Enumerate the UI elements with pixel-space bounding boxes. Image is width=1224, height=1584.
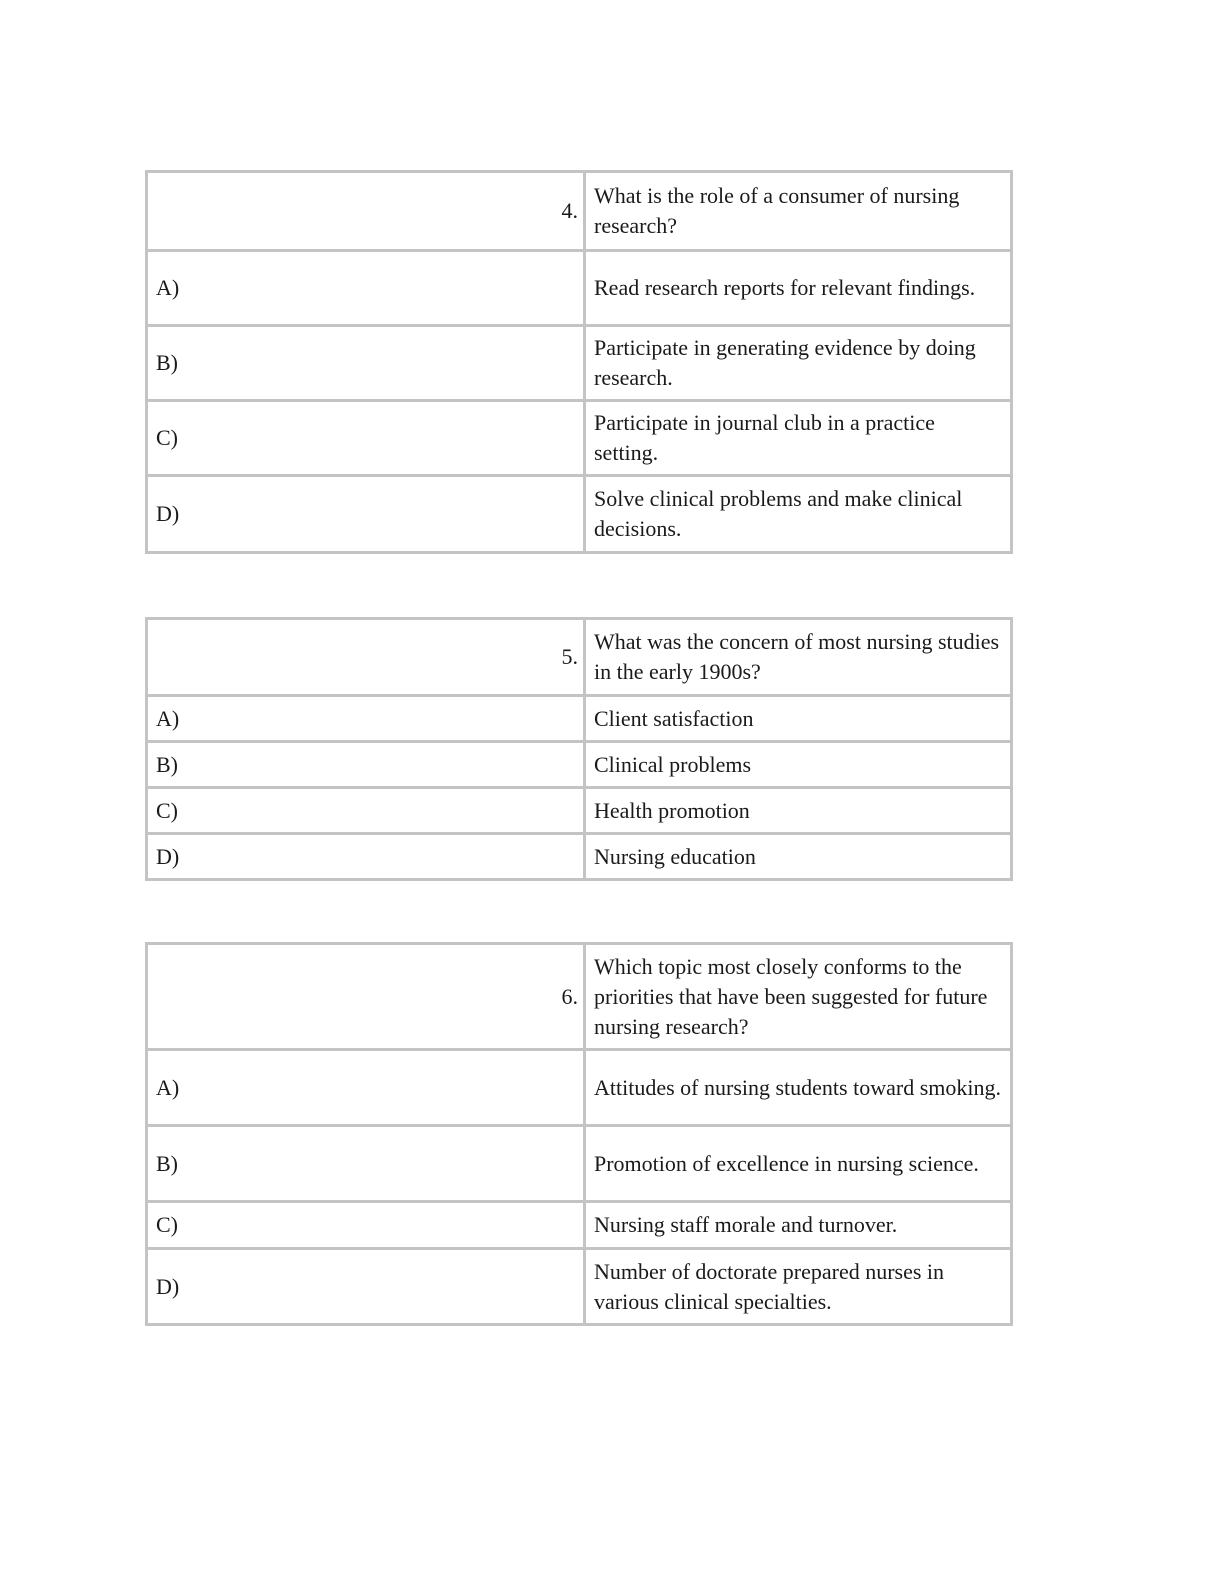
- question-text: What is the role of a consumer of nursing research?: [585, 172, 1012, 251]
- option-letter: D): [147, 834, 585, 880]
- question-row: [147, 619, 1012, 696]
- question-row: [147, 172, 1012, 251]
- option-row: [147, 696, 1012, 742]
- option-row: [147, 834, 1012, 880]
- option-letter: B): [147, 742, 585, 788]
- option-row: [147, 1249, 1012, 1325]
- question-number: 5.: [147, 619, 585, 696]
- option-row: [147, 476, 1012, 553]
- option-letter: C): [147, 788, 585, 834]
- question-number: 6.: [147, 944, 585, 1050]
- option-row: [147, 326, 1012, 401]
- option-text: Number of doctorate prepared nurses in various clinical specialties.: [585, 1249, 1012, 1325]
- question-row: [147, 944, 1012, 1050]
- option-letter: B): [147, 326, 585, 401]
- option-text: Attitudes of nursing students toward smoking.: [585, 1050, 1012, 1126]
- option-row: [147, 251, 1012, 326]
- option-text: Promotion of excellence in nursing science.: [585, 1126, 1012, 1202]
- question-6-table: [145, 942, 1013, 1326]
- option-text: Nursing staff morale and turnover.: [585, 1202, 1012, 1249]
- option-text: Solve clinical problems and make clinical decisions.: [585, 476, 1012, 553]
- option-letter: D): [147, 476, 585, 553]
- question-text: Which topic most closely conforms to the priorities that have been suggested for future nursing research?: [585, 944, 1012, 1050]
- question-number: 4.: [147, 172, 585, 251]
- option-row: [147, 1050, 1012, 1126]
- option-row: [147, 788, 1012, 834]
- option-letter: A): [147, 696, 585, 742]
- option-text: Participate in generating evidence by doing research.: [585, 326, 1012, 401]
- option-letter: A): [147, 251, 585, 326]
- option-text: Participate in journal club in a practice setting.: [585, 401, 1012, 476]
- option-row: [147, 1202, 1012, 1249]
- question-text: What was the concern of most nursing studies in the early 1900s?: [585, 619, 1012, 696]
- option-letter: D): [147, 1249, 585, 1325]
- option-letter: C): [147, 1202, 585, 1249]
- option-row: [147, 1126, 1012, 1202]
- option-text: Clinical problems: [585, 742, 1012, 788]
- option-letter: A): [147, 1050, 585, 1126]
- question-5-table: [145, 617, 1013, 881]
- question-4-table: [145, 170, 1013, 554]
- option-text: Read research reports for relevant findings.: [585, 251, 1012, 326]
- option-letter: C): [147, 401, 585, 476]
- option-text: Nursing education: [585, 834, 1012, 880]
- option-row: [147, 742, 1012, 788]
- option-text: Client satisfaction: [585, 696, 1012, 742]
- option-text: Health promotion: [585, 788, 1012, 834]
- option-row: [147, 401, 1012, 476]
- option-letter: B): [147, 1126, 585, 1202]
